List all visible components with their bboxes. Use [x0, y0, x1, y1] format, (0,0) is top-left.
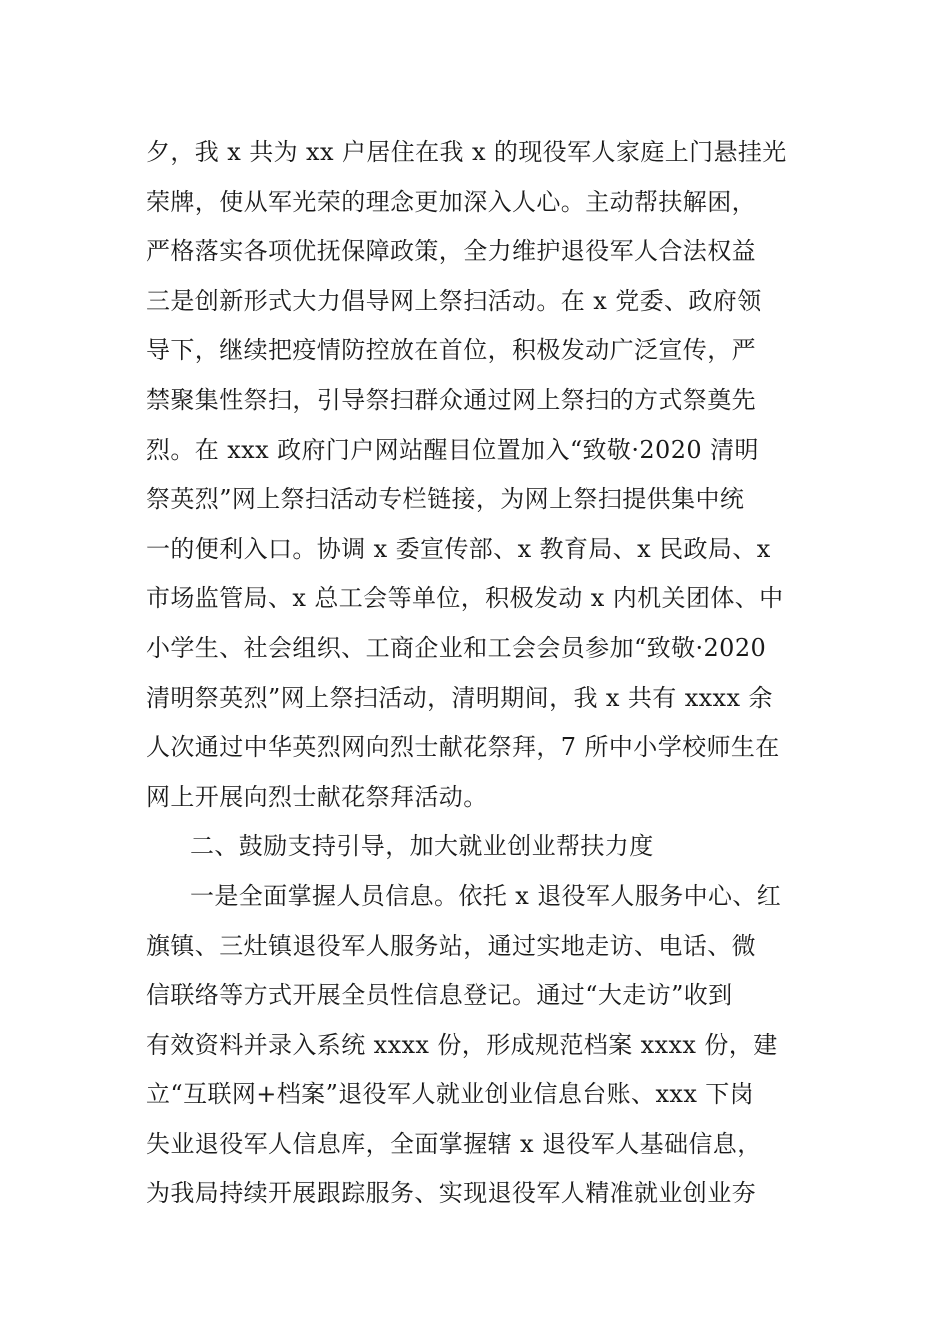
text-line: 旗镇、三灶镇退役军人服务站，通过实地走访、电话、微 [146, 931, 756, 960]
section-heading: 二、鼓励支持引导，加大就业创业帮扶力度 [190, 832, 654, 861]
text-line: 夕，我 x 共为 xx 户居住在我 x 的现役军人家庭上门悬挂光 [146, 138, 787, 166]
text-line: 清明祭英烈”网上祭扫活动，清明期间，我 x 共有 xxxx 余 [146, 683, 773, 712]
text-line: 一是全面掌握人员信息。依托 x 退役军人服务中心、红 [190, 881, 782, 910]
text-line: 烈。在 xxx 政府门户网站醒目位置加入“致敬·2020 清明 [146, 435, 759, 464]
text-line: 严格落实各项优抚保障政策，全力维护退役军人合法权益 [146, 237, 756, 266]
text-line: 荣牌，使从军光荣的理念更加深入人心。主动帮扶解困， [146, 187, 756, 216]
text-line: 祭英烈”网上祭扫活动专栏链接，为网上祭扫提供集中统 [146, 485, 745, 514]
text-line: 网上开展向烈士献花祭拜活动。 [146, 782, 488, 811]
text-line: 为我局持续开展跟踪服务、实现退役军人精准就业创业夯 [146, 1179, 756, 1208]
text-line: 人次通过中华英烈网向烈士献花祭拜，7 所中小学校师生在 [146, 733, 780, 762]
text-line: 禁聚集性祭扫，引导祭扫群众通过网上祭扫的方式祭奠先 [146, 385, 756, 414]
text-line: 失业退役军人信息库，全面掌握辖 x 退役军人基础信息， [146, 1129, 762, 1158]
text-line: 市场监管局、x 总工会等单位，积极发动 x 内机关团体、中 [146, 584, 784, 613]
text-line: 小学生、社会组织、工商企业和工会会员参加“致敬·2020 [146, 633, 767, 662]
text-line: 立“互联网+档案”退役军人就业创业信息台账、xxx 下岗 [146, 1080, 755, 1109]
text-line: 导下，继续把疫情防控放在首位，积极发动广泛宣传，严 [146, 336, 756, 365]
text-line: 三是创新形式大力倡导网上祭扫活动。在 x 党委、政府领 [146, 286, 762, 315]
text-line: 信联络等方式开展全员性信息登记。通过“大走访”收到 [146, 981, 733, 1010]
text-line: 一的便利入口。协调 x 委宣传部、x 教育局、x 民政局、x [146, 534, 771, 563]
text-line: 有效资料并录入系统 xxxx 份，形成规范档案 xxxx 份，建 [146, 1030, 778, 1059]
document-body [146, 128, 810, 1219]
